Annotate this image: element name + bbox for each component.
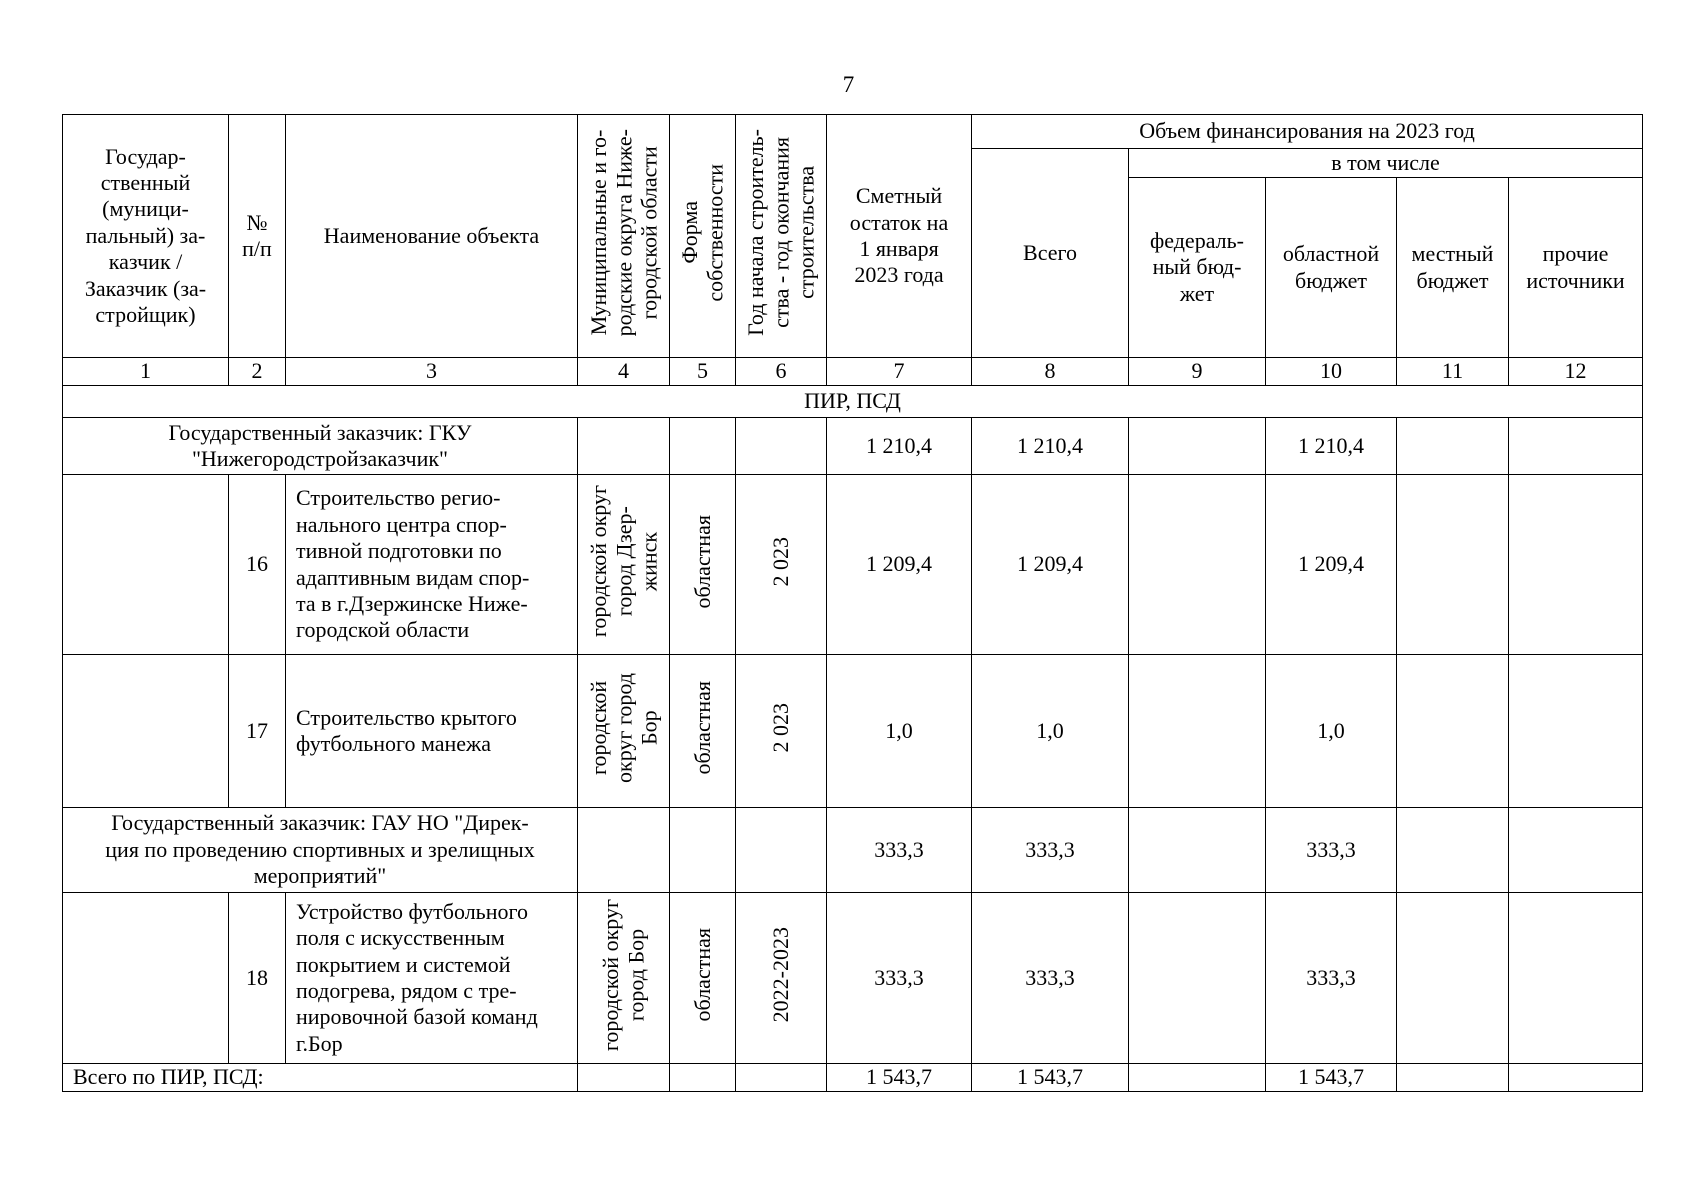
empty-cell bbox=[736, 418, 827, 475]
object-name-cell: Строительство регио- нального центра спор- тивной подготовки по адаптивным видам спор- та в г.Дзержинске Ниже- городской области bbox=[286, 475, 578, 655]
empty-cell bbox=[736, 1064, 827, 1092]
empty-cell bbox=[1509, 655, 1643, 808]
empty-cell bbox=[1397, 475, 1509, 655]
column-number: 3 bbox=[286, 358, 578, 386]
header-estimated-balance: Сметный остаток на 1 января 2023 года bbox=[827, 115, 972, 358]
empty-cell bbox=[1129, 1064, 1266, 1092]
total-cell: 333,3 bbox=[972, 808, 1129, 893]
table-row bbox=[63, 893, 1643, 1064]
municipality-cell bbox=[578, 475, 670, 655]
empty-cell bbox=[1397, 418, 1509, 475]
empty-cell bbox=[578, 808, 670, 893]
header-local: местный бюджет bbox=[1397, 178, 1509, 358]
header-number: № п/п bbox=[229, 115, 286, 358]
ownership-cell bbox=[670, 893, 736, 1064]
section-row bbox=[63, 386, 1643, 418]
years-text: 2 023 bbox=[768, 703, 794, 753]
years-cell bbox=[736, 475, 827, 655]
header-funding: Объем финансирования на 2023 год bbox=[972, 115, 1643, 149]
header-municipality-text: Муниципальные и го- родские округа Ниже- городской области bbox=[585, 129, 662, 337]
table-row bbox=[63, 655, 1643, 808]
header-customer: Государ- ственный (муници- пальный) за- казчик / Заказчик (за- стройщик) bbox=[63, 115, 229, 358]
empty-cell bbox=[1397, 808, 1509, 893]
header-ownership-text: Форма собственности bbox=[677, 164, 728, 302]
regional-cell: 1 210,4 bbox=[1266, 418, 1397, 475]
regional-cell: 333,3 bbox=[1266, 808, 1397, 893]
empty-cell bbox=[736, 808, 827, 893]
customer-label: Государственный заказчик: ГКУ "Нижегородстройзаказчик" bbox=[63, 418, 578, 475]
ownership-text: областная bbox=[689, 514, 715, 609]
empty-cell bbox=[578, 418, 670, 475]
estimated-balance-cell: 1 209,4 bbox=[827, 475, 972, 655]
total-label: Всего по ПИР, ПСД: bbox=[63, 1064, 578, 1092]
years-text: 2 023 bbox=[768, 536, 794, 587]
empty-cell bbox=[670, 418, 736, 475]
ownership-cell bbox=[670, 655, 736, 808]
estimated-balance-cell: 333,3 bbox=[827, 893, 972, 1064]
regional-cell: 1 543,7 bbox=[1266, 1064, 1397, 1092]
empty-cell bbox=[670, 808, 736, 893]
column-number: 11 bbox=[1397, 358, 1509, 386]
municipality-text: городской округ город Бор bbox=[598, 898, 649, 1051]
row-number: 17 bbox=[229, 655, 286, 808]
empty-cell bbox=[1397, 893, 1509, 1064]
total-cell: 333,3 bbox=[972, 893, 1129, 1064]
row-number: 18 bbox=[229, 893, 286, 1064]
header-row-1 bbox=[63, 115, 1643, 149]
header-years-text: Год начала строитель- ства - год окончания строительства bbox=[743, 129, 819, 337]
column-number: 1 bbox=[63, 358, 229, 386]
object-name-cell: Устройство футбольного поля с искусственным покрытием и системой подогрева, рядом с тре- нировочной базой команд г.Бор bbox=[286, 893, 578, 1064]
header-total: Всего bbox=[972, 149, 1129, 358]
column-number: 5 bbox=[670, 358, 736, 386]
empty-cell bbox=[63, 893, 229, 1064]
empty-cell bbox=[1509, 475, 1643, 655]
municipality-text: городской округ город Бор bbox=[585, 672, 662, 783]
years-cell bbox=[736, 893, 827, 1064]
header-object-name: Наименование объекта bbox=[286, 115, 578, 358]
section-title: ПИР, ПСД bbox=[63, 386, 1643, 418]
empty-cell bbox=[1509, 808, 1643, 893]
empty-cell bbox=[1129, 655, 1266, 808]
empty-cell bbox=[1509, 1064, 1643, 1092]
ownership-cell bbox=[670, 475, 736, 655]
empty-cell bbox=[1129, 893, 1266, 1064]
regional-cell: 1,0 bbox=[1266, 655, 1397, 808]
estimated-balance-cell: 1,0 bbox=[827, 655, 972, 808]
header-including: в том числе bbox=[1129, 149, 1643, 178]
header-municipality bbox=[578, 115, 670, 358]
empty-cell bbox=[1129, 418, 1266, 475]
row-number: 16 bbox=[229, 475, 286, 655]
total-row bbox=[63, 1064, 1643, 1092]
municipality-cell bbox=[578, 655, 670, 808]
estimated-balance-cell: 1 543,7 bbox=[827, 1064, 972, 1092]
table-row bbox=[63, 475, 1643, 655]
empty-cell bbox=[1397, 1064, 1509, 1092]
municipality-cell bbox=[578, 893, 670, 1064]
regional-cell: 333,3 bbox=[1266, 893, 1397, 1064]
ownership-text: областная bbox=[689, 681, 715, 775]
years-cell bbox=[736, 655, 827, 808]
empty-cell bbox=[1397, 655, 1509, 808]
empty-cell bbox=[1129, 475, 1266, 655]
object-name-cell: Строительство крытого футбольного манежа bbox=[286, 655, 578, 808]
column-number: 6 bbox=[736, 358, 827, 386]
column-number: 7 bbox=[827, 358, 972, 386]
header-other: прочие источники bbox=[1509, 178, 1643, 358]
total-cell: 1 209,4 bbox=[972, 475, 1129, 655]
empty-cell bbox=[670, 1064, 736, 1092]
total-cell: 1 543,7 bbox=[972, 1064, 1129, 1092]
empty-cell bbox=[1129, 808, 1266, 893]
empty-cell bbox=[63, 655, 229, 808]
column-number: 4 bbox=[578, 358, 670, 386]
years-text: 2022-2023 bbox=[768, 927, 794, 1023]
empty-cell bbox=[578, 1064, 670, 1092]
empty-cell bbox=[1509, 893, 1643, 1064]
header-ownership bbox=[670, 115, 736, 358]
header-federal: федераль- ный бюд- жет bbox=[1129, 178, 1266, 358]
header-regional: областной бюджет bbox=[1266, 178, 1397, 358]
estimated-balance-cell: 333,3 bbox=[827, 808, 972, 893]
column-number: 2 bbox=[229, 358, 286, 386]
total-cell: 1,0 bbox=[972, 655, 1129, 808]
municipality-text: городской округ город Дзер- жинск bbox=[585, 485, 662, 638]
page-number: 7 bbox=[842, 72, 855, 97]
estimated-balance-cell: 1 210,4 bbox=[827, 418, 972, 475]
customer-row bbox=[63, 418, 1643, 475]
column-number: 10 bbox=[1266, 358, 1397, 386]
customer-label: Государственный заказчик: ГАУ НО "Дирек- ция по проведению спортивных и зрелищных мероприятий" bbox=[63, 808, 578, 893]
empty-cell bbox=[63, 475, 229, 655]
header-years bbox=[736, 115, 827, 358]
empty-cell bbox=[1509, 418, 1643, 475]
column-number: 12 bbox=[1509, 358, 1643, 386]
column-number-row bbox=[63, 358, 1643, 386]
column-number: 9 bbox=[1129, 358, 1266, 386]
total-cell: 1 210,4 bbox=[972, 418, 1129, 475]
regional-cell: 1 209,4 bbox=[1266, 475, 1397, 655]
ownership-text: областная bbox=[689, 928, 715, 1022]
column-number: 8 bbox=[972, 358, 1129, 386]
customer-row bbox=[63, 808, 1643, 893]
financing-table bbox=[62, 114, 1643, 1092]
